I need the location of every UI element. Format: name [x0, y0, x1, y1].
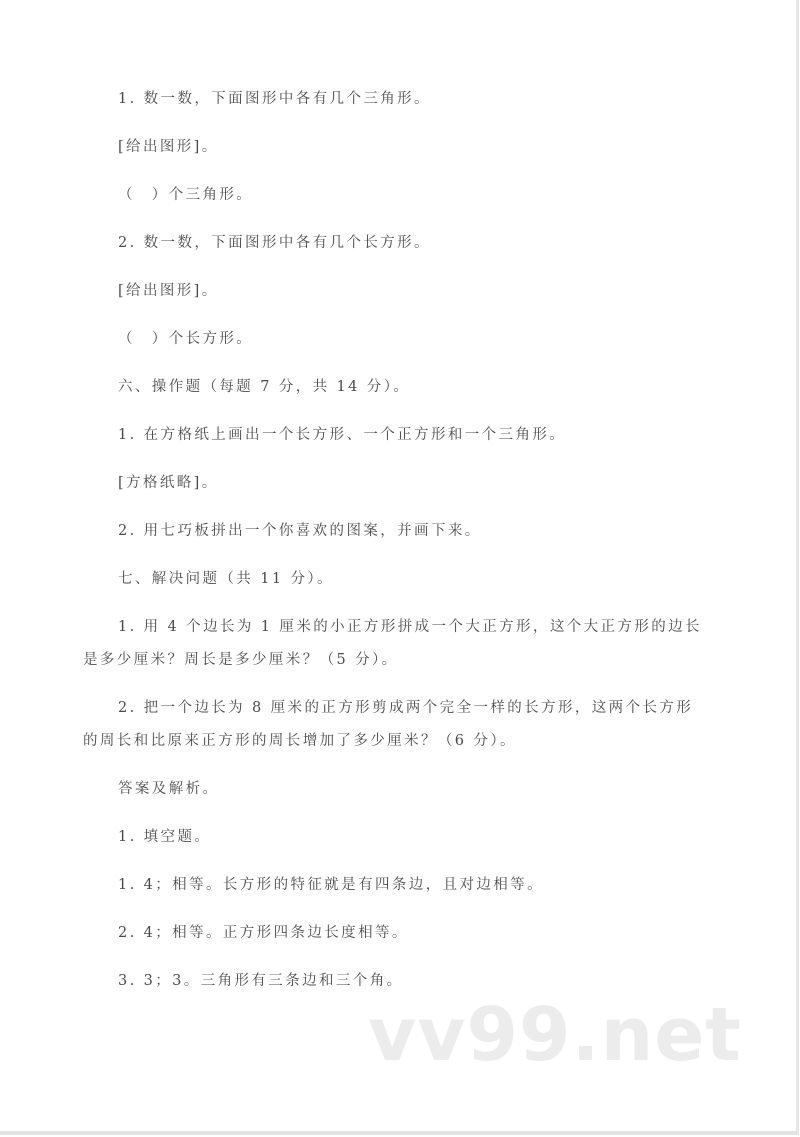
answer-item-3: 3. 3；3。三角形有三条边和三个角。 — [118, 973, 404, 989]
section-heading-answers: 答案及解析。 — [118, 781, 220, 797]
answer-section-fill-blank: 1. 填空题。 — [118, 829, 212, 845]
answer-blank-triangles: （ ）个三角形。 — [118, 187, 254, 203]
grid-paper-placeholder: [方格纸略]。 — [118, 475, 219, 491]
answer-item-2: 2. 4；相等。正方形四条边长度相等。 — [118, 925, 409, 941]
answer-blank-rectangles: （ ）个长方形。 — [118, 331, 254, 347]
section-heading-operation: 六、操作题（每题 7 分，共 14 分）。 — [118, 379, 411, 395]
question-count-rectangles: 2. 数一数，下面图形中各有几个长方形。 — [118, 235, 431, 251]
watermark: vv99.net — [368, 992, 742, 1078]
figure-placeholder: [给出图形]。 — [118, 139, 219, 155]
question-tangram: 2. 用七巧板拼出一个你喜欢的图案，并画下来。 — [118, 523, 482, 539]
section-heading-problem-solving: 七、解决问题（共 11 分）。 — [118, 571, 334, 587]
question-cut-square: 2. 把一个边长为 8 厘米的正方形剪成两个完全一样的长方形，这两个长方形的周长和比原来正方形的周长增加了多少厘米？（6 分）。 — [83, 700, 694, 749]
document-content — [83, 83, 703, 1013]
question-big-square: 1. 用 4 个边长为 1 厘米的小正方形拼成一个大正方形，这个大正方形的边长是多少厘米？周长是多少厘米？（5 分）。 — [83, 619, 702, 668]
question-draw-shapes: 1. 在方格纸上画出一个长方形、一个正方形和一个三角形。 — [118, 427, 567, 443]
figure-placeholder: [给出图形]。 — [118, 283, 219, 299]
question-count-triangles: 1. 数一数，下面图形中各有几个三角形。 — [118, 91, 431, 107]
answer-item-1: 1. 4；相等。长方形的特征就是有四条边，且对边相等。 — [118, 877, 544, 893]
